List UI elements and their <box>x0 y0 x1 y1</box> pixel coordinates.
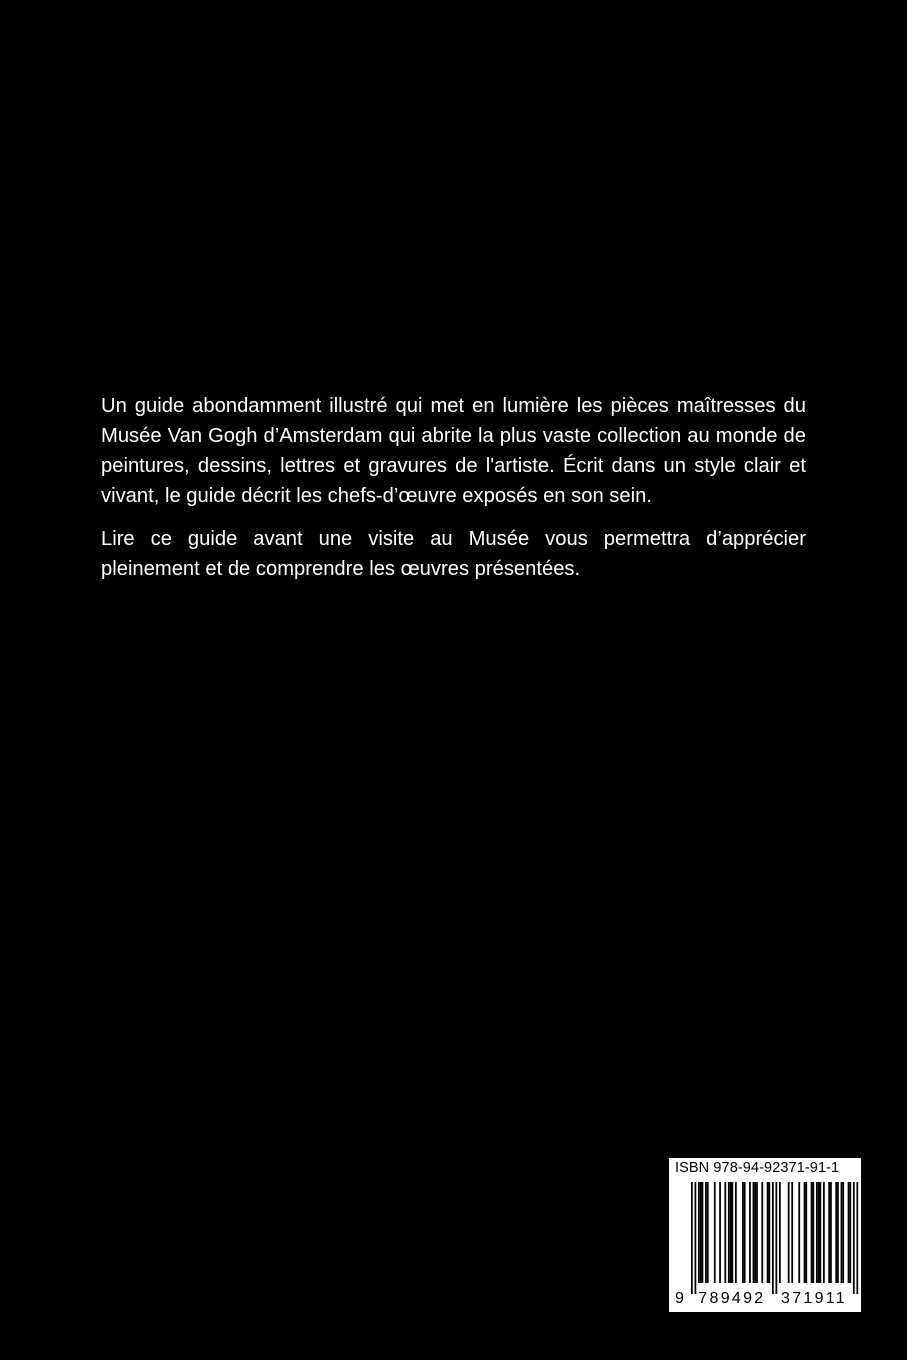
barcode-bar <box>707 1182 709 1283</box>
barcode-bar <box>719 1182 721 1283</box>
barcode-bar <box>798 1182 800 1283</box>
barcode-bar <box>837 1182 839 1283</box>
barcode-digits-right: 371911 <box>781 1290 848 1307</box>
blurb-paragraph-1: Un guide abondamment illustré qui met en lumière les pièces maîtresses du Musée Van Gogh d’Amsterdam qui abrite la plus vaste collection au monde de peintures, dessins, lettres et gravures de l'artiste. Écrit dans un style clair et vivant, le guide décrit les chefs-d’œuvre exposés en son sein. <box>101 395 806 507</box>
barcode-bar <box>756 1182 758 1283</box>
isbn-barcode <box>669 1158 861 1312</box>
barcode-bar <box>724 1182 726 1283</box>
barcode-bar <box>828 1182 830 1283</box>
barcode-bar <box>823 1182 825 1283</box>
barcode-bar <box>805 1182 807 1283</box>
barcode-bar <box>749 1182 751 1283</box>
barcode-bar <box>731 1182 733 1283</box>
barcode-bar <box>779 1182 781 1283</box>
barcode-bar <box>788 1182 790 1283</box>
barcode-bar <box>842 1182 844 1283</box>
barcode-bar <box>735 1182 737 1283</box>
barcode-bar <box>848 1182 850 1283</box>
barcode-bar <box>753 1182 755 1283</box>
barcode-bar <box>849 1182 851 1283</box>
barcode-bar <box>742 1182 744 1283</box>
barcode-bar <box>835 1182 837 1283</box>
barcode-bar <box>816 1182 818 1283</box>
barcode-bar <box>702 1182 704 1283</box>
isbn-label: ISBN 978-94-92371-91-1 <box>675 1160 840 1176</box>
barcode-bar <box>841 1182 843 1283</box>
barcode-guard-bar <box>695 1182 697 1294</box>
barcode-bar <box>819 1182 821 1283</box>
barcode-bar <box>804 1182 806 1283</box>
barcode-guard-bar <box>775 1182 777 1294</box>
barcode-bar <box>730 1182 732 1283</box>
barcode-bar <box>754 1182 756 1283</box>
barcode-bar <box>714 1182 716 1283</box>
barcode-digits-left: 789492 <box>698 1290 766 1307</box>
blurb-paragraph-2: Lire ce guide avant une visite au Musée vous permettra d’apprécier pleinement et de comprendre les œuvres présentées. <box>101 528 806 580</box>
cover-blurb <box>101 391 806 584</box>
barcode-bar <box>700 1182 702 1283</box>
ean13-barcode-graphic <box>669 1158 861 1312</box>
barcode-bar <box>728 1182 730 1283</box>
barcode-guard-bar <box>691 1182 693 1294</box>
barcode-bar <box>830 1182 832 1283</box>
barcode-bar <box>767 1182 769 1283</box>
barcode-digit-first: 9 <box>675 1290 684 1307</box>
barcode-bar <box>705 1182 707 1283</box>
barcode-bar <box>768 1182 770 1283</box>
barcode-guard-bar <box>856 1182 858 1294</box>
barcode-bar <box>698 1182 700 1283</box>
barcode-bar <box>818 1182 820 1283</box>
barcode-bar <box>744 1182 746 1283</box>
barcode-guard-bar <box>853 1182 855 1294</box>
barcode-bar <box>761 1182 763 1283</box>
barcode-bar <box>791 1182 793 1283</box>
barcode-bar <box>812 1182 814 1283</box>
barcode-guard-bar <box>772 1182 774 1294</box>
barcode-bar <box>811 1182 813 1283</box>
